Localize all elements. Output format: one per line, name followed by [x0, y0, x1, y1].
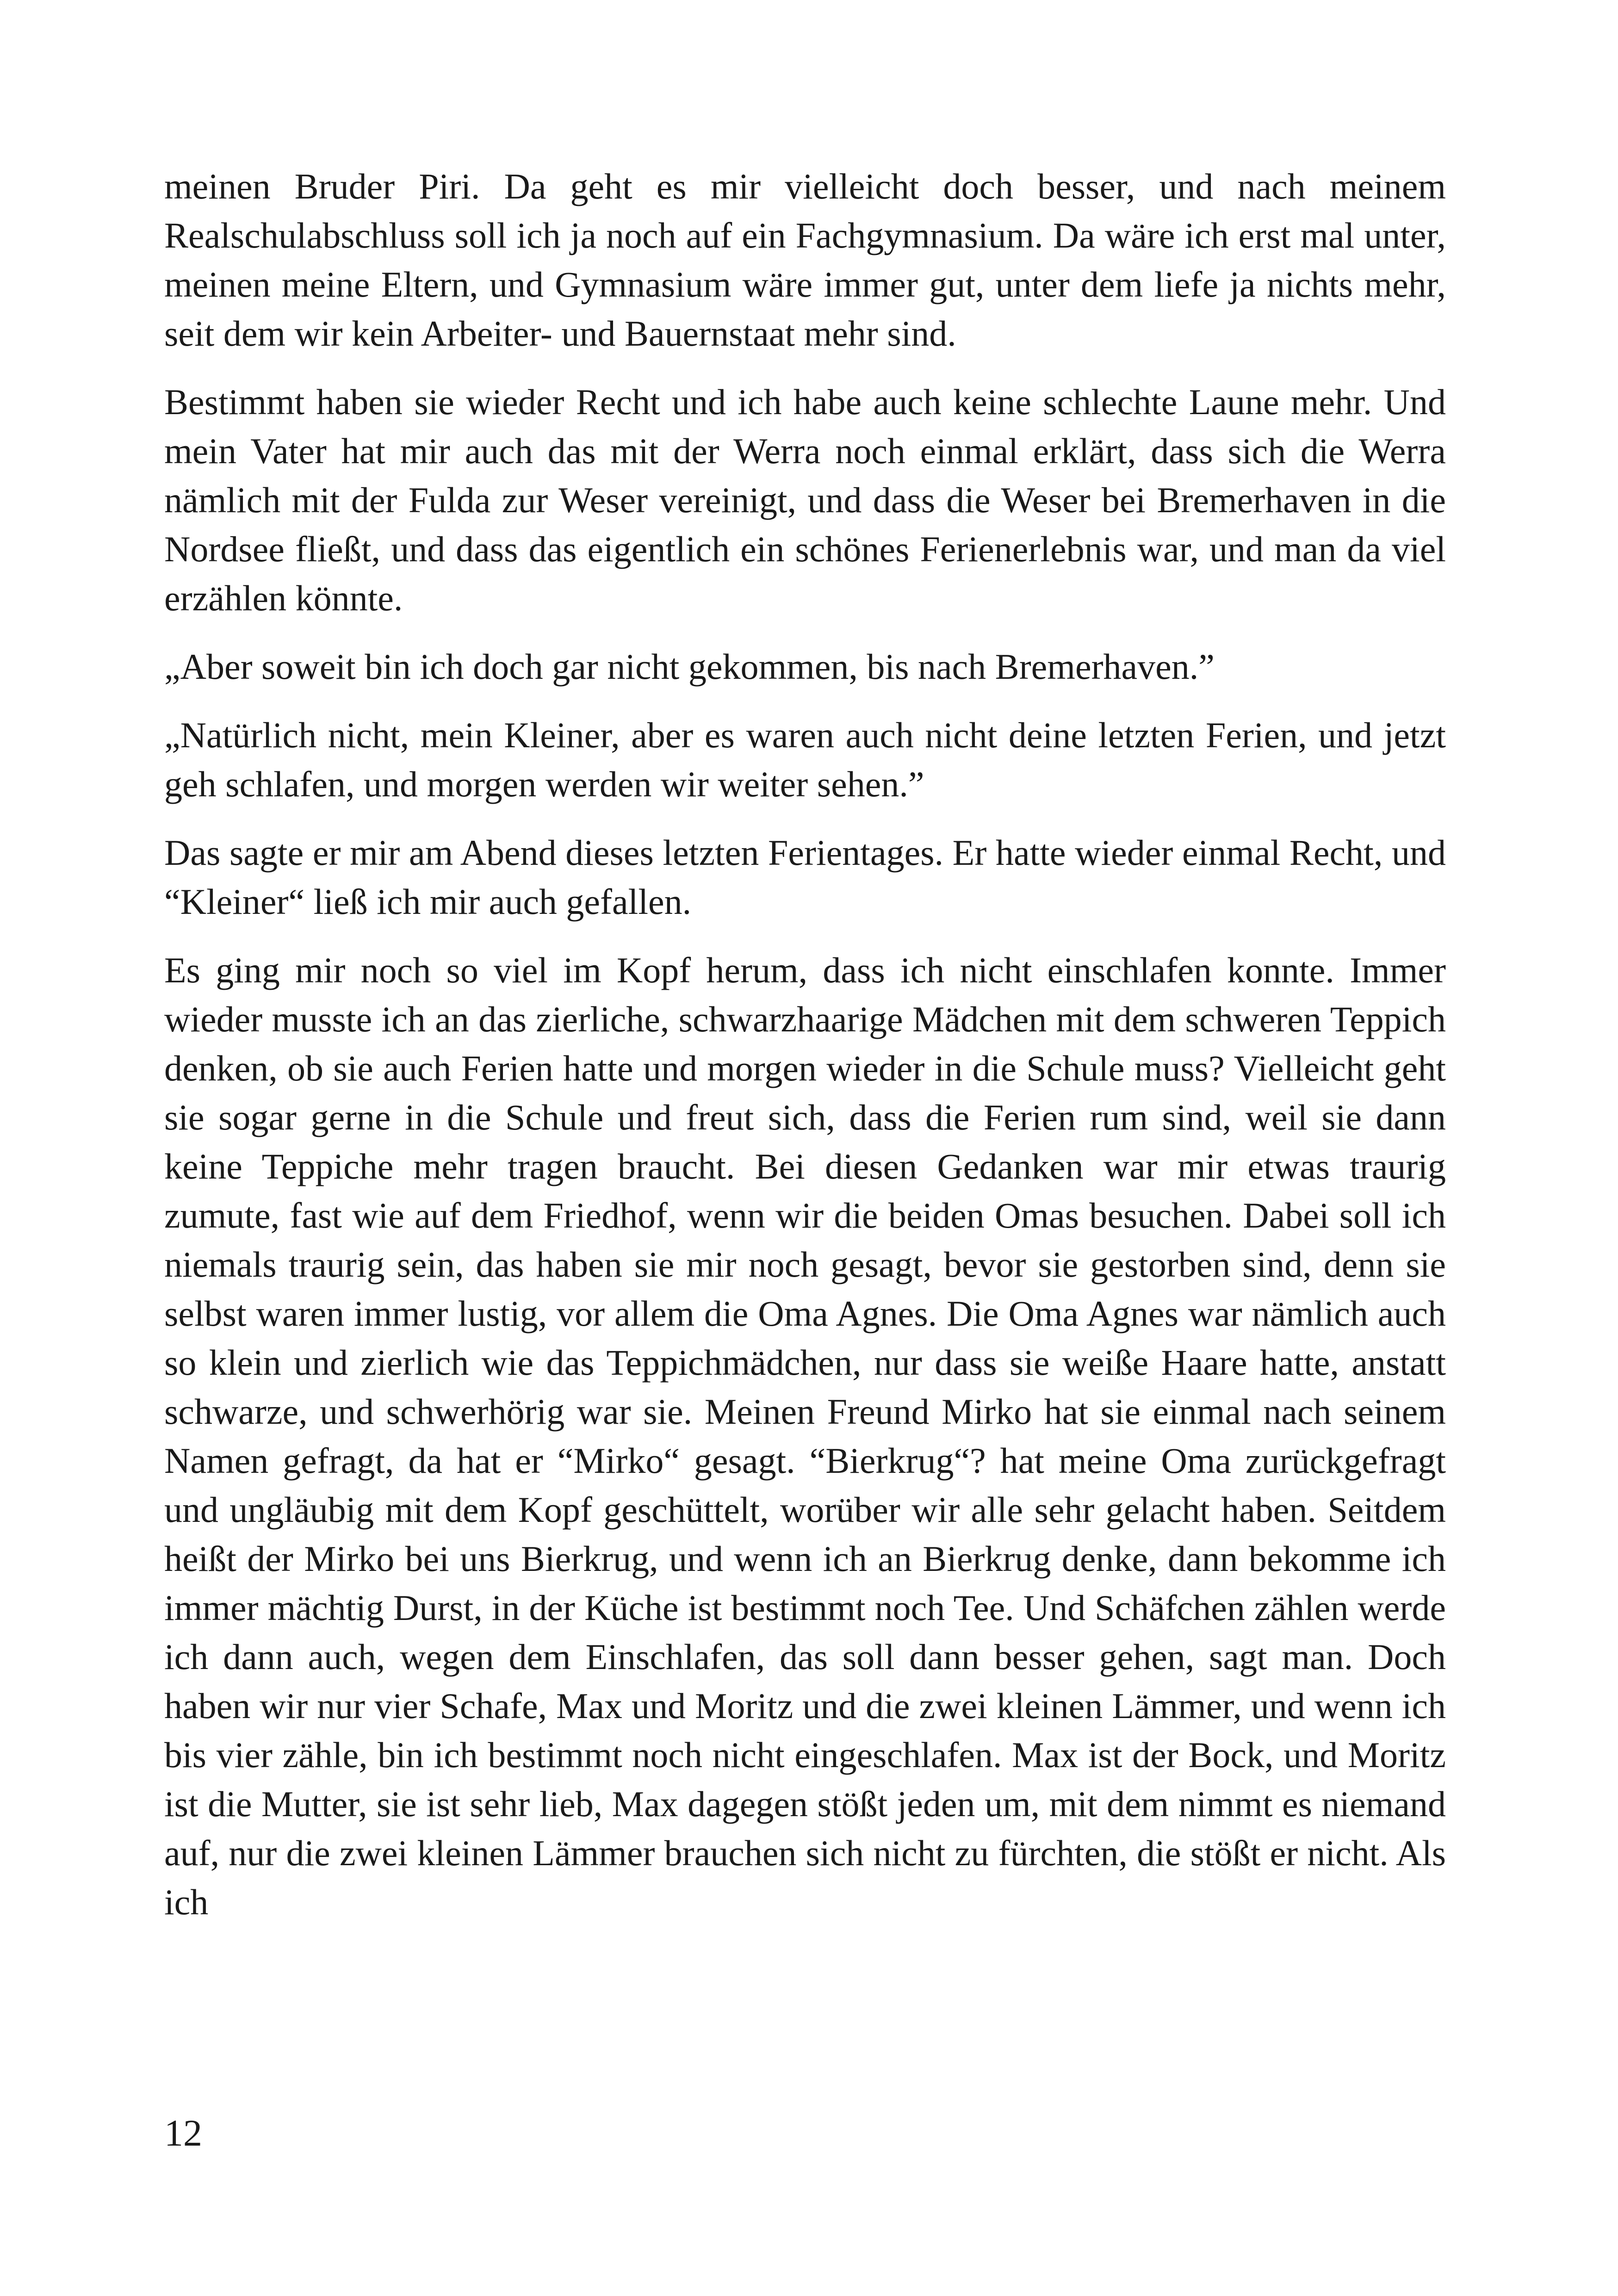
- paragraph: Bestimmt haben sie wieder Recht und ich habe auch keine schlechte Laune mehr. Und mein Vater hat mir auch das mit der Werra noch einmal erklärt, dass sich die Werra nämlich mit der Fulda zur Weser vereinigt, und dass die Weser bei Bremerhaven in die Nordsee fließt, und dass das eigentlich ein schönes Ferienerlebnis war, und man da viel erzählen könnte.: [164, 382, 1446, 618]
- paragraph: „Natürlich nicht, mein Kleiner, aber es waren auch nicht deine letzten Ferien, und jetzt geh schlafen, und morgen werden wir weiter sehen.”: [164, 715, 1446, 804]
- paragraph: meinen Bruder Piri. Da geht es mir vielleicht doch besser, und nach meinem Realschulabschluss soll ich ja noch auf ein Fachgymnasium. Da wäre ich erst mal unter, meinen meine Eltern, und Gymnasium wäre immer gut, unter dem liefe ja nichts mehr, seit dem wir kein Arbeiter- und Bauernstaat mehr sind.: [164, 166, 1446, 354]
- page-number: 12: [164, 2112, 202, 2154]
- paragraph: Es ging mir noch so viel im Kopf herum, dass ich nicht einschlafen konnte. Immer wieder musste ich an das zierliche, schwarzhaarige Mädchen mit dem schweren Teppich denken, ob sie auch Ferien hatte und morgen wieder in die Schule muss? Vielleicht geht sie sogar gerne in die Schule und freut sich, dass die Ferien rum sind, weil sie dann keine Teppiche mehr tragen braucht. Bei diesen Gedanken war mir etwas traurig zumute, fast wie auf dem Friedhof, wenn wir die beiden Omas besuchen. Dabei soll ich niemals traurig sein, das haben sie mir noch gesagt, bevor sie gestorben sind, denn sie selbst waren immer lustig, vor allem die Oma Agnes. Die Oma Agnes war nämlich auch so klein und zierlich wie das Teppichmädchen, nur dass sie weiße Haare hatte, anstatt schwarze, und schwerhörig war sie. Meinen Freund Mirko hat sie einmal nach seinem Namen gefragt, da hat er “Mirko“ gesagt. “Bierkrug“? hat meine Oma zurückgefragt und ungläubig mit dem Kopf geschüttelt, worüber wir alle sehr gelacht haben. Seitdem heißt der Mirko bei uns Bierkrug, und wenn ich an Bierkrug denke, dann bekomme ich immer mächtig Durst, in der Küche ist bestimmt noch Tee. Und Schäfchen zählen werde ich dann auch, wegen dem Einschlafen, das soll dann besser gehen, sagt man. Doch haben wir nur vier Schafe, Max und Moritz und die zwei kleinen Lämmer, und wenn ich bis vier zähle, bin ich bestimmt noch nicht eingeschlafen. Max ist der Bock, und Moritz ist die Mutter, sie ist sehr lieb, Max dagegen stößt jeden um, mit dem nimmt es niemand auf, nur die zwei kleinen Lämmer brauchen sich nicht zu fürchten, die stößt er nicht. Als ich: [164, 950, 1446, 1922]
- body-text: [164, 162, 1446, 1927]
- paragraph: Das sagte er mir am Abend dieses letzten Ferientages. Er hatte wieder einmal Recht, und “Kleiner“ ließ ich mir auch gefallen.: [164, 832, 1446, 922]
- paragraph: „Aber soweit bin ich doch gar nicht gekommen, bis nach Bremerhaven.”: [164, 646, 1215, 687]
